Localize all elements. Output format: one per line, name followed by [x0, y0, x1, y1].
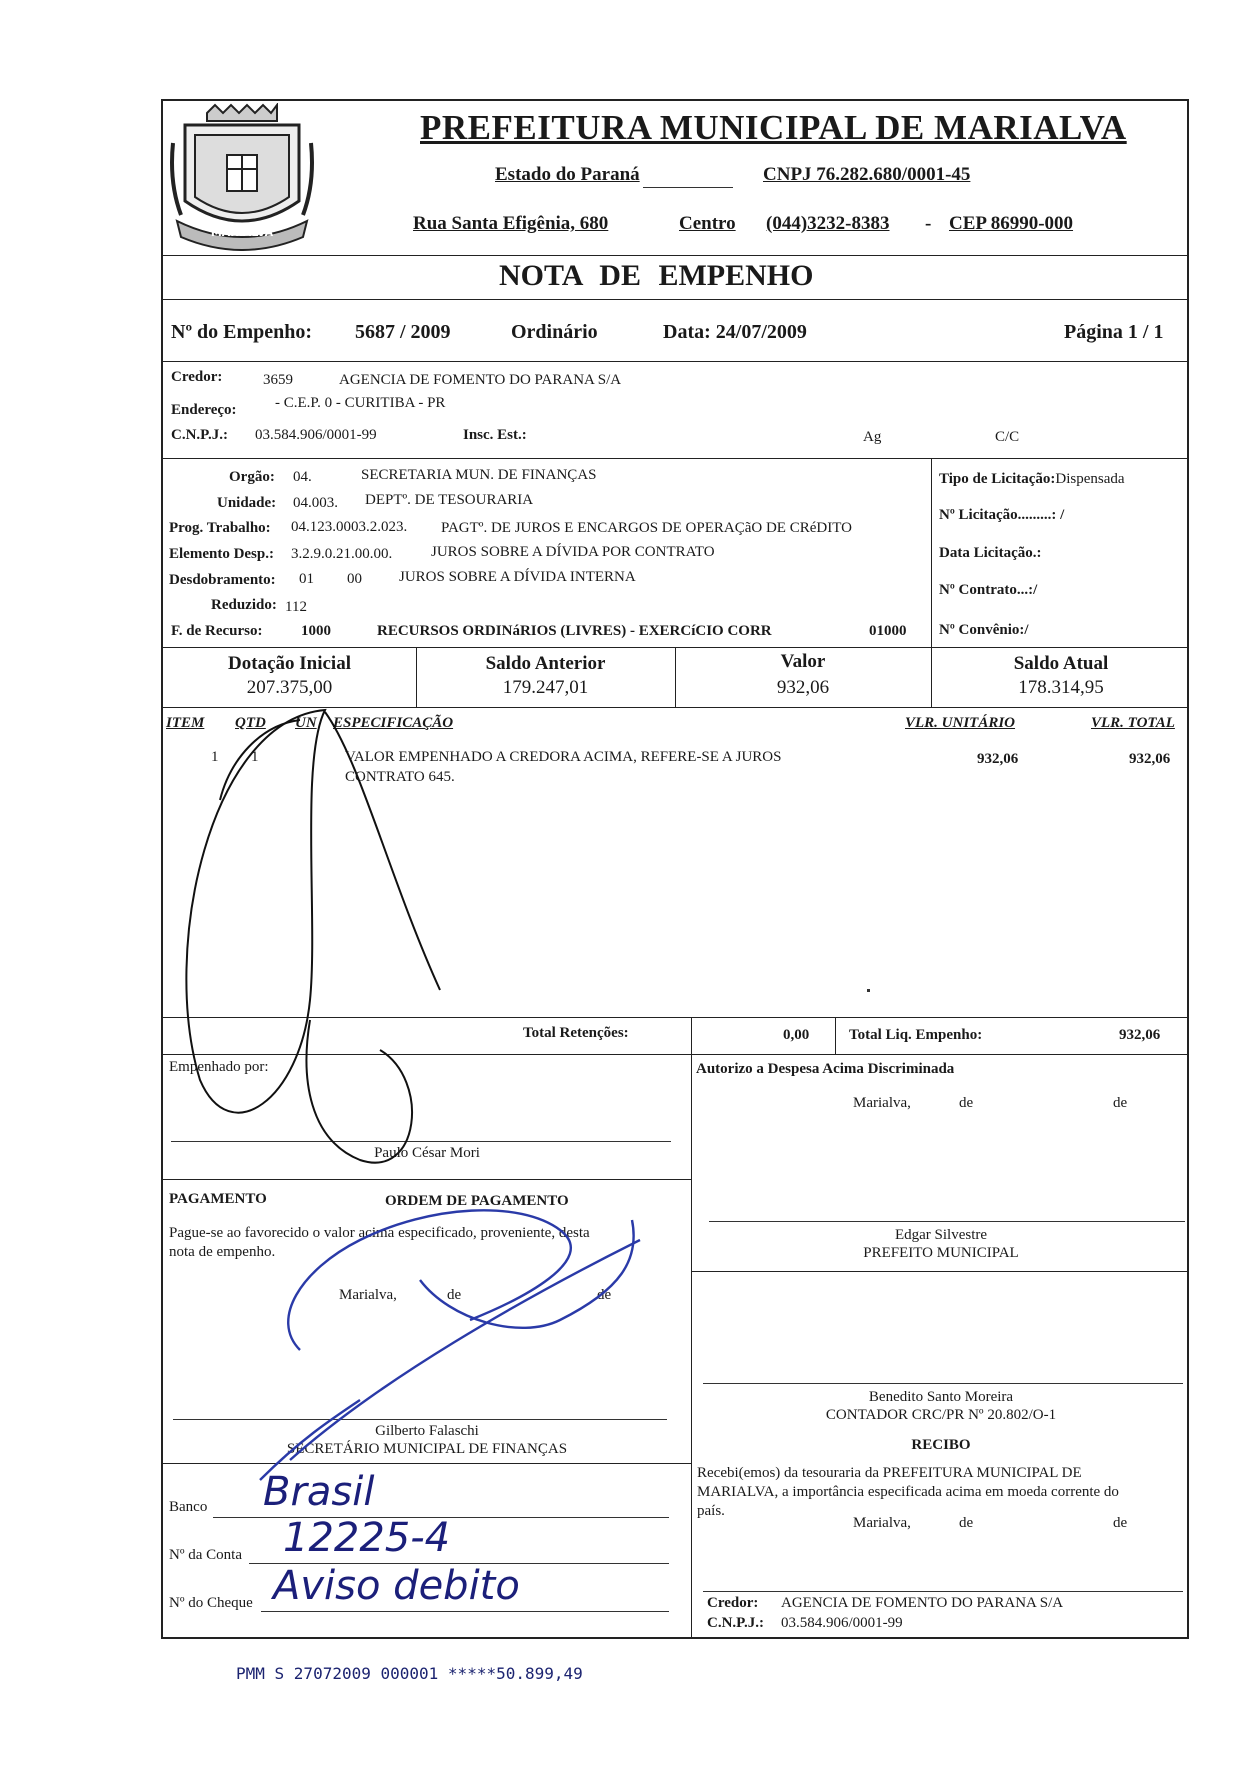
recibo-text-line1: Recebi(emos) da tesouraria da PREFEITURA MUNICIPAL DE — [697, 1465, 1082, 1481]
empenhado-signer: Paulo César Mori — [374, 1145, 480, 1161]
elemento-desp-name: JUROS SOBRE A DÍVIDA POR CONTRATO — [431, 544, 715, 560]
divider — [163, 1463, 691, 1464]
fonte-recurso-name: RECURSOS ORDINáRIOS (LIVRES) - EXERCíCIO CORR — [377, 623, 772, 639]
saldo-atual-value: 178.314,95 — [1018, 677, 1104, 698]
autorizo-de1: de — [959, 1095, 974, 1111]
empenhado-por-label: Empenhado por: — [169, 1059, 269, 1075]
data-licitacao-label: Data Licitação.: — [939, 545, 1042, 561]
ordem-pagamento-label: ORDEM DE PAGAMENTO — [385, 1193, 569, 1209]
credor-address: - C.E.P. 0 - CURITIBA - PR — [275, 395, 446, 411]
total-liquido-value: 932,06 — [1119, 1027, 1161, 1043]
municipal-crest-logo — [167, 103, 317, 251]
recibo-de2: de — [1113, 1515, 1128, 1531]
table-row-qtd: 1 — [251, 749, 259, 765]
banco-label: Banco — [169, 1499, 208, 1515]
recibo-credor-name: AGENCIA DE FOMENTO DO PARANA S/A — [781, 1595, 1064, 1611]
divider — [691, 1017, 692, 1639]
col-header-vlr-total: VLR. TOTAL — [1091, 715, 1175, 731]
underline — [643, 187, 733, 188]
cash-register-stamp: PMM S 27072009 000001 *****50.899,49 — [236, 1664, 583, 1683]
empenho-number-label: Nº do Empenho: — [171, 321, 313, 343]
prog-trabalho-label: Prog. Trabalho: — [169, 520, 271, 536]
table-row-item: 1 — [211, 749, 219, 765]
recibo-cnpj-label: C.N.P.J.: — [707, 1615, 764, 1631]
pagamento-place: Marialva, — [339, 1287, 397, 1303]
divider — [163, 458, 1187, 459]
svg-text:MARIALVA: MARIALVA — [210, 226, 274, 239]
header-state: Estado do Paraná — [495, 164, 640, 185]
orgao-name: SECRETARIA MUN. DE FINANÇAS — [361, 467, 597, 483]
col-header-qtd: QTD — [235, 715, 266, 731]
elemento-desp-label: Elemento Desp.: — [169, 546, 274, 562]
conta-label: Nº da Conta — [169, 1547, 242, 1563]
valor-value: 932,06 — [776, 677, 830, 698]
recibo-place: Marialva, — [853, 1515, 911, 1531]
recibo-label: RECIBO — [911, 1437, 971, 1453]
desdobramento-code2: 00 — [347, 571, 362, 587]
divider — [163, 1054, 1187, 1055]
tipo-licitacao — [939, 471, 1125, 488]
saldo-anterior-label: Saldo Anterior — [485, 653, 606, 674]
dotacao-inicial-label: Dotação Inicial — [228, 653, 351, 674]
desdobramento-label: Desdobramento: — [169, 572, 276, 588]
header-title: PREFEITURA MUNICIPAL DE MARIALVA — [420, 108, 1127, 147]
numero-licitacao-label: Nº Licitação.........: / — [939, 507, 1065, 523]
insc-est-label: Insc. Est.: — [463, 427, 527, 443]
cheque-line — [261, 1611, 669, 1612]
numero-contrato-label: Nº Contrato...:/ — [939, 582, 1038, 598]
elemento-desp-code: 3.2.9.0.21.00.00. — [291, 546, 393, 562]
signature-line — [703, 1591, 1183, 1592]
conta-handwritten: 12225-4 — [283, 1515, 451, 1561]
col-header-especificacao: ESPECIFICAÇÃO — [333, 715, 454, 731]
unidade-name: DEPTº. DE TESOURARIA — [365, 492, 534, 508]
numero-convenio-label: Nº Convênio:/ — [939, 622, 1029, 638]
header-cep: CEP 86990-000 — [949, 213, 1074, 234]
doc-title: NOTA DE EMPENHO — [499, 259, 814, 292]
credor-label: Credor: — [171, 369, 223, 385]
credor-name: AGENCIA DE FOMENTO DO PARANA S/A — [339, 372, 622, 388]
reduzido-value: 112 — [285, 599, 307, 615]
desdobramento-name: JUROS SOBRE A DÍVIDA INTERNA — [399, 569, 636, 585]
empenho-date: Data: 24/07/2009 — [663, 321, 807, 343]
recibo-cnpj: 03.584.906/0001-99 — [781, 1615, 903, 1631]
credor-cnpj-label: C.N.P.J.: — [171, 427, 228, 443]
divider — [163, 707, 1187, 708]
recibo-de1: de — [959, 1515, 974, 1531]
signature-line — [709, 1221, 1185, 1222]
reduzido-label: Reduzido: — [211, 597, 277, 613]
table-row-unit-value: 932,06 — [977, 751, 1019, 767]
dot-mark — [867, 989, 870, 992]
table-row-total-value: 932,06 — [1129, 751, 1171, 767]
credor-code: 3659 — [263, 372, 293, 388]
header-cnpj: CNPJ 76.282.680/0001-45 — [763, 164, 971, 185]
recibo-credor-label: Credor: — [707, 1595, 759, 1611]
autorizo-de2: de — [1113, 1095, 1128, 1111]
pagamento-de2: de — [597, 1287, 612, 1303]
orgao-code: 04. — [293, 469, 312, 485]
fonte-recurso-code: 1000 — [301, 623, 331, 639]
unidade-label: Unidade: — [217, 495, 277, 511]
prefeito-role: PREFEITO MUNICIPAL — [863, 1245, 1019, 1261]
total-retencoes-value: 0,00 — [783, 1027, 810, 1043]
saldo-anterior-value: 179.247,01 — [502, 677, 589, 698]
credor-address-label: Endereço: — [171, 402, 237, 418]
cheque-handwritten: Aviso debito — [273, 1563, 520, 1609]
col-header-vlr-unitario: VLR. UNITÁRIO — [905, 715, 1016, 731]
saldo-atual-label: Saldo Atual — [1013, 653, 1109, 674]
secretario-name: Gilberto Falaschi — [375, 1423, 479, 1439]
tipo-licitacao-label: Tipo de Licitação: — [939, 471, 1056, 487]
pagamento-text-line1: Pague-se ao favorecido o valor acima especificado, proveniente, desta — [169, 1225, 590, 1241]
empenho-number: 5687 / 2009 — [355, 321, 451, 343]
tipo-licitacao-value: Dispensada — [1055, 471, 1125, 487]
recibo-text-line3: país. — [697, 1503, 725, 1519]
autorizo-place: Marialva, — [853, 1095, 911, 1111]
table-row-spec-line1: VALOR EMPENHADO A CREDORA ACIMA, REFERE-SE A JUROS — [345, 749, 782, 765]
divider — [691, 1271, 1187, 1272]
prefeito-name: Edgar Silvestre — [894, 1227, 988, 1243]
desdobramento-code1: 01 — [299, 571, 314, 587]
orgao-label: Orgão: — [229, 469, 275, 485]
dotacao-inicial-value: 207.375,00 — [246, 677, 333, 698]
nota-de-empenho-form — [161, 99, 1189, 1639]
fonte-recurso-label: F. de Recurso: — [171, 623, 263, 639]
header-phone: (044)3232-8383 — [766, 213, 890, 234]
contador-name: Benedito Santo Moreira — [868, 1389, 1014, 1405]
col-header-item: ITEM — [166, 715, 205, 731]
divider — [163, 1017, 1187, 1018]
credor-cnpj: 03.584.906/0001-99 — [255, 427, 377, 443]
autorizo-label: Autorizo a Despesa Acima Discriminada — [696, 1061, 955, 1077]
prog-trabalho-code: 04.123.0003.2.023. — [291, 519, 408, 535]
divider — [835, 1017, 836, 1054]
signature-line — [703, 1383, 1183, 1384]
empenho-type: Ordinário — [511, 321, 598, 343]
divider — [163, 299, 1187, 300]
empenho-page: Página 1 / 1 — [1064, 321, 1164, 343]
col-header-un: UN — [295, 715, 317, 731]
conta-corrente-label: C/C — [995, 429, 1020, 445]
prog-trabalho-name: PAGTº. DE JUROS E ENCARGOS DE OPERAÇãO DE CRéDITO — [441, 520, 852, 536]
table-row-spec-line2: CONTRATO 645. — [345, 769, 455, 785]
contador-role: CONTADOR CRC/PR Nº 20.802/O-1 — [825, 1407, 1057, 1423]
pagamento-de1: de — [447, 1287, 462, 1303]
signature-line — [171, 1141, 671, 1142]
total-liquido-label: Total Liq. Empenho: — [849, 1027, 983, 1043]
cheque-label: Nº do Cheque — [169, 1595, 253, 1611]
unidade-code: 04.003. — [293, 495, 338, 511]
agencia-label: Ag — [863, 429, 882, 445]
secretario-role: SECRETÁRIO MUNICIPAL DE FINANÇAS — [286, 1441, 568, 1457]
header-separator: - — [925, 213, 932, 234]
header-address: Rua Santa Efigênia, 680 — [413, 213, 609, 234]
divider — [163, 255, 1187, 256]
divider — [163, 1179, 691, 1180]
signature-line — [173, 1419, 667, 1420]
banco-handwritten: Brasil — [263, 1469, 375, 1515]
recibo-text-line2: MARIALVA, a importância especificada acima em moeda corrente do — [697, 1484, 1119, 1500]
total-retencoes-label: Total Retenções: — [523, 1025, 629, 1041]
pagamento-text-line2: nota de empenho. — [169, 1244, 276, 1260]
header-district: Centro — [679, 213, 736, 234]
valor-label: Valor — [780, 651, 826, 672]
fonte-recurso-code2: 01000 — [869, 623, 907, 639]
divider — [163, 361, 1187, 362]
pagamento-label: PAGAMENTO — [169, 1191, 267, 1207]
